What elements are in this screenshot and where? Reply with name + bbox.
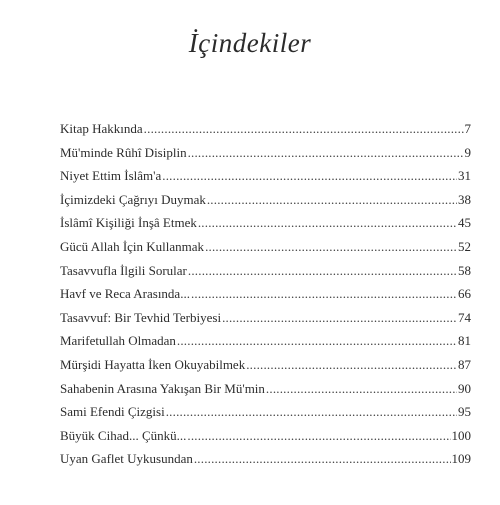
toc-entry — [60, 141, 471, 165]
toc-entry-page: 38 — [458, 191, 471, 207]
toc-entry-title: Tasavvufla İlgili Sorular — [60, 262, 187, 278]
dot-leader — [177, 329, 457, 353]
dot-leader — [191, 282, 457, 306]
toc-entry-title: Kitap Hakkında — [60, 121, 143, 136]
toc-entry-page: 109 — [451, 451, 471, 467]
dot-leader — [266, 377, 457, 401]
dot-leader — [222, 306, 457, 330]
toc-entry-page: 74 — [458, 309, 471, 325]
toc-entry-page: 52 — [458, 238, 471, 254]
page-title: İçindekiler — [188, 28, 312, 58]
toc-entry-title: Sahabenin Arasına Yakışan Bir Mü'min — [60, 380, 265, 396]
dot-leader — [166, 400, 457, 424]
toc-entry — [60, 306, 471, 330]
toc-entry-page: 31 — [458, 168, 471, 184]
dot-leader — [198, 211, 457, 235]
toc-entry-title: Sami Efendi Çizgisi — [60, 404, 165, 420]
toc-entry — [60, 353, 471, 377]
dot-leader — [188, 141, 464, 165]
toc-entry-title: Uyan Gaflet Uykusundan — [60, 451, 193, 467]
toc-entry — [60, 117, 471, 141]
toc-entry — [60, 282, 471, 306]
toc-entry-title: Gücü Allah İçin Kullanmak — [60, 238, 205, 254]
toc-entry-page: 66 — [458, 286, 471, 302]
toc-entry — [60, 211, 471, 235]
toc-entry — [60, 377, 471, 401]
table-of-contents — [60, 117, 471, 471]
toc-entry — [60, 235, 471, 259]
toc-entry-title: Marifetullah Olmadan — [60, 333, 176, 349]
dot-leader — [187, 424, 450, 448]
dot-leader — [162, 164, 457, 188]
toc-entry — [60, 329, 471, 353]
dot-leader — [246, 353, 457, 377]
toc-entry — [60, 400, 471, 424]
toc-entry-page: 95 — [458, 404, 471, 420]
toc-entry-title: Niyet Ettim İslâm'a — [60, 168, 162, 184]
toc-entry-page: 90 — [458, 380, 471, 396]
toc-entry — [60, 424, 471, 448]
toc-entry-page: 45 — [458, 215, 471, 231]
dot-leader — [194, 447, 451, 471]
toc-entry-page: 81 — [458, 333, 471, 349]
dot-leader — [207, 188, 457, 212]
dot-leader — [188, 259, 457, 283]
toc-entry-title: Mü'minde Rûhî Disiplin — [60, 144, 187, 160]
toc-entry — [60, 164, 471, 188]
toc-entry — [60, 188, 471, 212]
toc-entry-title: İslâmî Kişiliği İnşâ Etmek — [60, 215, 197, 231]
toc-entry — [60, 447, 471, 471]
toc-entry-title: Tasavvuf: Bir Tevhid Terbiyesi — [60, 309, 222, 325]
toc-entry-title: İçimizdeki Çağrıyı Duymak — [60, 191, 206, 207]
dot-leader — [205, 235, 457, 259]
toc-entry-title: Mürşidi Hayatta İken Okuyabilmek — [60, 356, 246, 372]
toc-entry-title: Büyük Cihad... Çünkü... — [60, 427, 187, 443]
toc-entry-page: 87 — [458, 356, 471, 372]
dot-leader — [144, 117, 464, 141]
toc-entry-page: 9 — [464, 144, 471, 160]
toc-entry — [60, 259, 471, 283]
toc-entry-page: 100 — [451, 427, 471, 443]
toc-entry-page: 7 — [464, 121, 471, 136]
toc-entry-page: 58 — [458, 262, 471, 278]
toc-entry-title: Havf ve Reca Arasında... — [60, 286, 190, 302]
